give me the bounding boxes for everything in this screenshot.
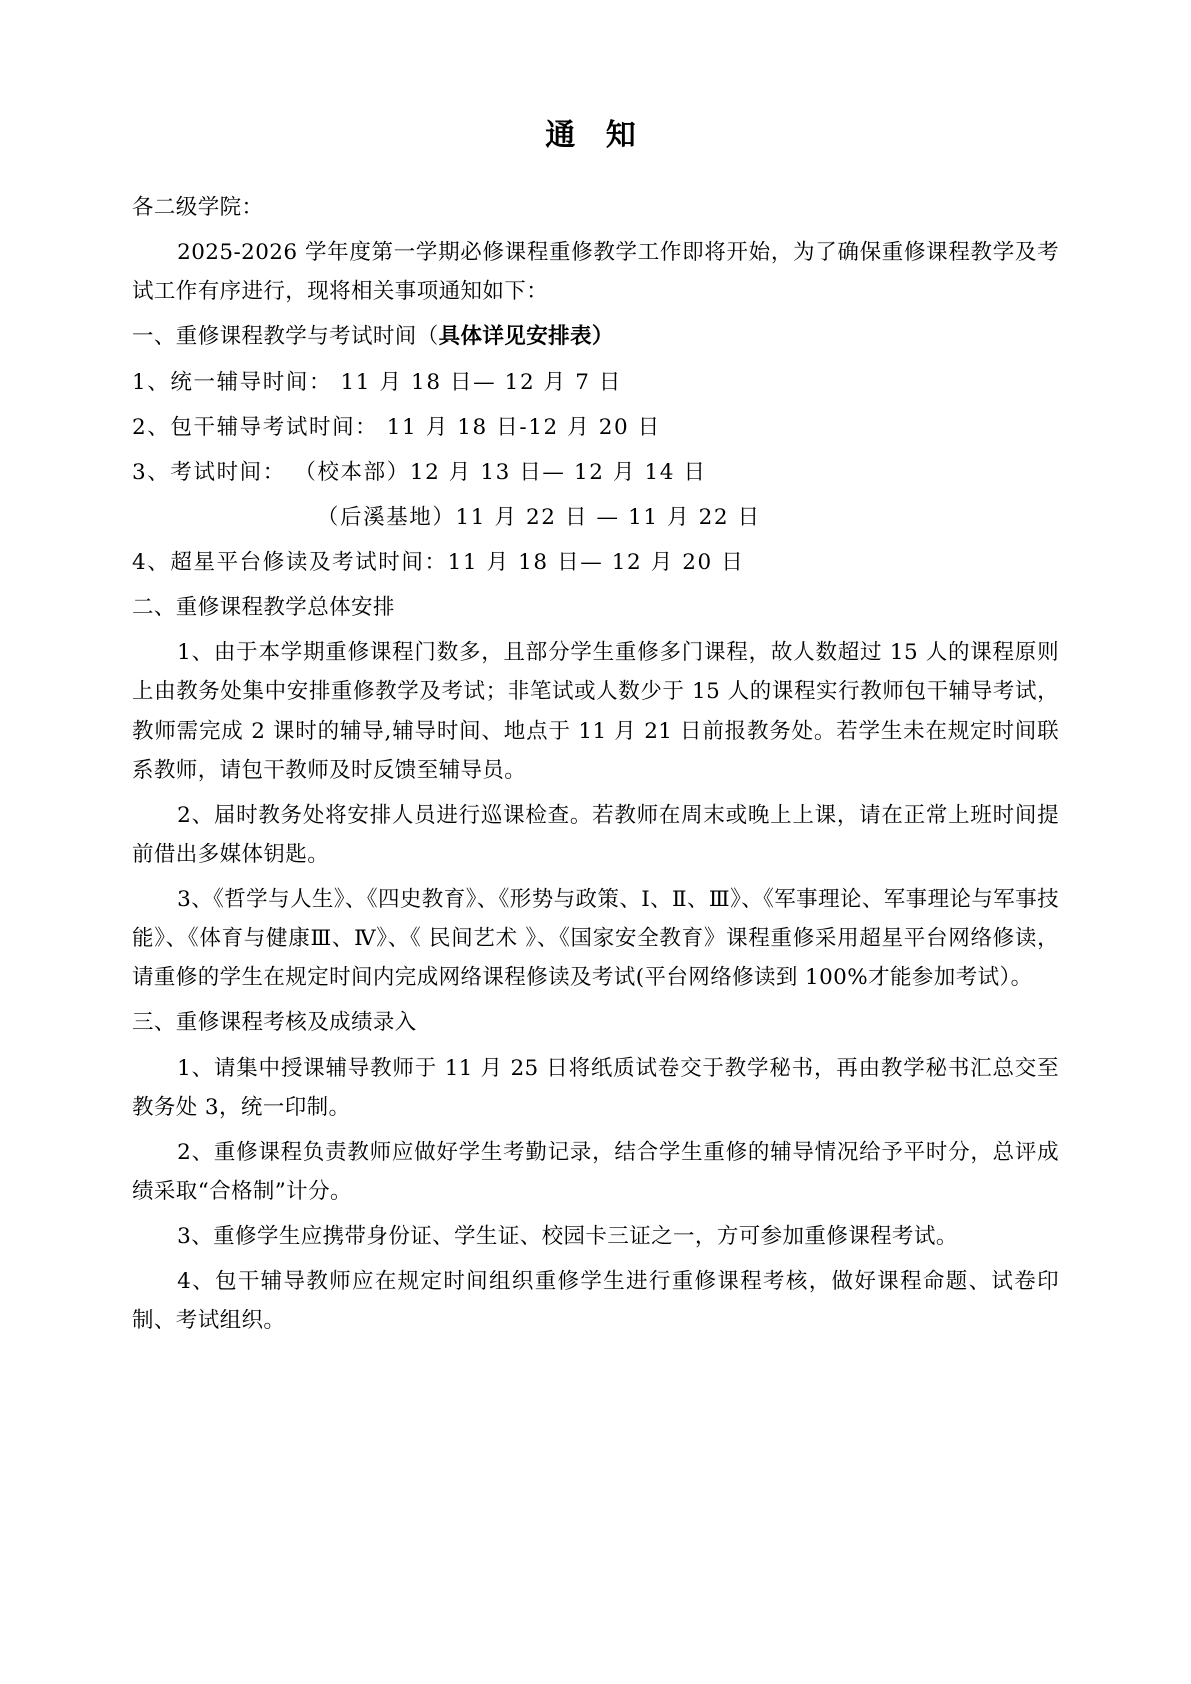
section-3-heading: 三、重修课程考核及成绩录入: [132, 1010, 417, 1036]
salutation: 各二级学院：: [132, 195, 264, 220]
section-2-paragraph-2: 2、届时教务处将安排人员进行巡课检查。若教师在周末或晚上上课，请在正常上班时间提前借出多媒体钥匙。: [132, 802, 1059, 867]
section-1-item-3-continued: （后溪基地）11 月 22 日 — 11 月 22 日: [316, 504, 761, 530]
section-1-heading: [132, 317, 1059, 356]
section-3-paragraph-4: 4、包干辅导教师应在规定时间组织重修学生进行重修课程考核，做好课程命题、试卷印制、考试组织。: [132, 1269, 1059, 1334]
section-3-paragraph-2: 2、重修课程负责教师应做好学生考勤记录，结合学生重修的辅导情况给予平时分，总评成绩采取“合格制”计分。: [132, 1139, 1059, 1204]
section-1-item-2: 2、包干辅导考试时间： 11 月 18 日-12 月 20 日: [132, 414, 661, 440]
section-1-item-1: 1、统一辅导时间： 11 月 18 日— 12 月 7 日: [132, 369, 623, 395]
section-2-heading: 二、重修课程教学总体安排: [132, 595, 395, 621]
section-1-item-4: 4、超星平台修读及考试时间：11 月 18 日— 12 月 20 日: [132, 550, 745, 575]
section-1-heading-bold: 具体详见安排表）: [438, 324, 614, 350]
page-title: 通 知: [545, 118, 646, 153]
section-1-heading-plain: 一、重修课程教学与考试时间（: [132, 324, 439, 350]
intro-paragraph: 2025-2026 学年度第一学期必修课程重修教学工作即将开始，为了确保重修课程教学及考试工作有序进行，现将相关事项通知如下：: [132, 240, 1059, 305]
section-3-paragraph-3: 3、重修学生应携带身份证、学生证、校园卡三证之一，方可参加重修课程考试。: [177, 1224, 958, 1249]
section-1-item-3: 3、考试时间： （校本部）12 月 13 日— 12 月 14 日: [132, 459, 707, 485]
section-2-paragraph-1: 1、由于本学期重修课程门数多，且部分学生重修多门课程，故人数超过 15 人的课程原则上由教务处集中安排重修教学及考试；非笔试或人数少于 15 人的课程实行教师包干辅导考试，教师需完成 2 课时的辅导,辅导时间、地点于 11 月 21 日前报教务处。若学生未在规定时间联系教师，请包干教师及时反馈至辅导员。: [132, 640, 1059, 783]
section-2-paragraph-3: 3、《哲学与人生》、《四史教育》、《形势与政策、Ⅰ、Ⅱ、Ⅲ》、《军事理论、军事理论与军事技能》、《体育与健康Ⅲ、Ⅳ》、《 民间艺术 》、《国家安全教育》课程重修采用超星平台网络修读，请重修的学生在规定时间内完成网络课程修读及考试(平台网络修读到 100%才能参加考试）。: [132, 887, 1059, 991]
section-3-paragraph-1: 1、请集中授课辅导教师于 11 月 25 日将纸质试卷交于教学秘书，再由教学秘书汇总交至教务处 3，统一印制。: [132, 1055, 1059, 1120]
